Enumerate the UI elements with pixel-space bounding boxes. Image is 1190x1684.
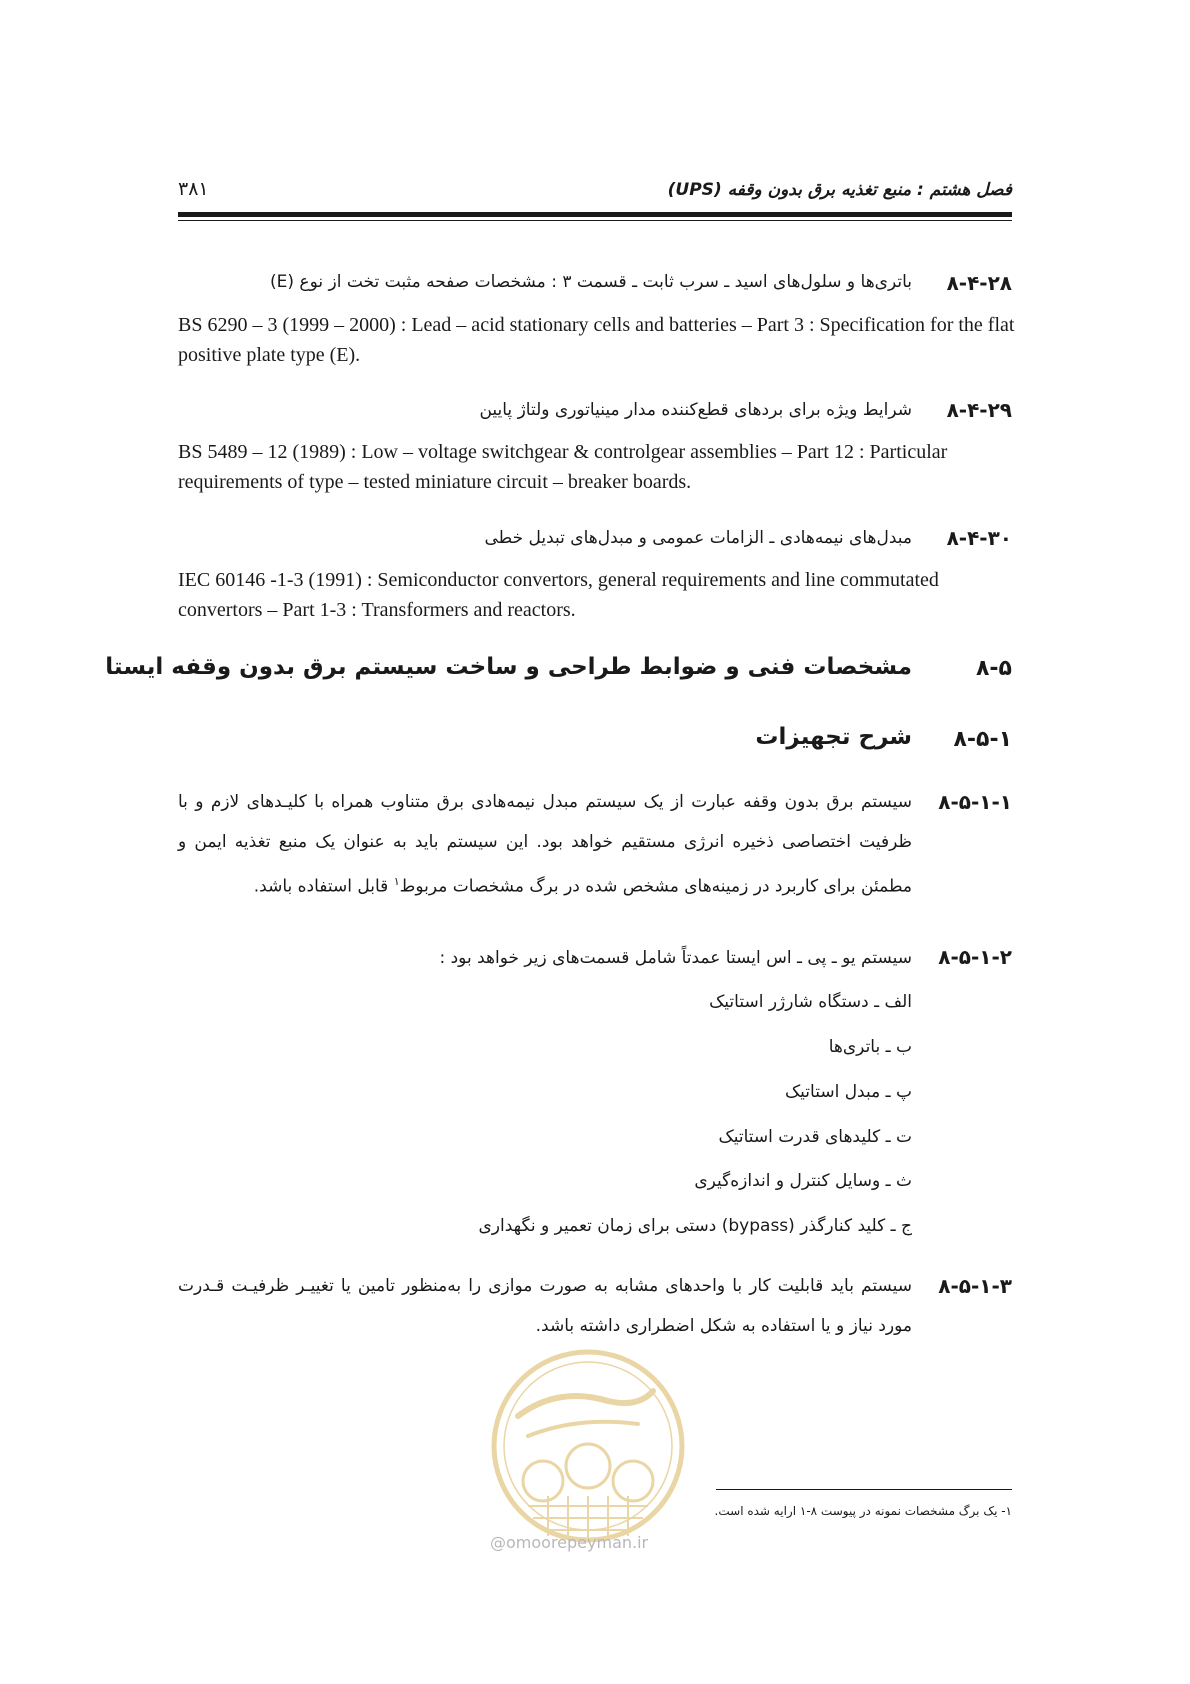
paragraph-number: ۸-۵-۱-۲	[938, 945, 1012, 969]
chapter-title: فصل هشتم : منبع تغذیه برق بدون وقفه (UPS)	[667, 180, 1012, 200]
section-number: ۸-۵	[976, 656, 1012, 681]
standard-title-fa: مبدل‌های نیمه‌هادی ـ الزامات عمومی و مبدل‌های تبدیل خطی	[484, 528, 912, 548]
footnote-text: ۱- یک برگ مشخصات نمونه در پیوست ۸-۱ ارایه شده است.	[714, 1504, 1012, 1518]
footnote-ref[interactable]: ۱	[393, 875, 400, 888]
standard-number: ۸-۴-۲۹	[946, 398, 1012, 422]
list-item: ج ـ کلید کنارگذر (bypass) دستی برای زمان تعمیر و نگهداری	[478, 1216, 912, 1236]
standard-title-fa: شرایط ویژه برای بردهای قطع‌کننده مدار مینیاتوری ولتاژ پایین	[479, 400, 912, 420]
watermark-url: @omoorepeyman.ir	[490, 1533, 649, 1552]
standard-title-en: BS 5489 – 12 (1989) : Low – voltage switchgear & controlgear assemblies – Part 12 : Particular requirements of type – tested miniature circuit – breaker boards.	[178, 441, 948, 493]
paragraph-number: ۸-۵-۱-۳	[938, 1274, 1012, 1298]
header-rule	[178, 212, 1012, 217]
standard-number: ۸-۴-۲۸	[946, 271, 1012, 295]
section-title: مشخصات فنی و ضوابط طراحی و ساخت سیستم برق بدون وقفه ایستا	[105, 654, 912, 680]
paragraph-number: ۸-۵-۱-۱	[938, 790, 1012, 814]
list-item: الف ـ دستگاه شارژر استاتیک	[709, 992, 912, 1012]
standard-title-fa: باتری‌ها و سلول‌های اسید ـ سرب ثابت ـ قسمت ۳ : مشخصات صفحه مثبت تخت از نوع (E)	[270, 272, 912, 292]
footnote-rule	[716, 1489, 1012, 1490]
subsection-number: ۸-۵-۱	[953, 727, 1012, 752]
list-item: ث ـ وسایل کنترل و اندازه‌گیری	[694, 1171, 912, 1191]
list-item: ب ـ باتری‌ها	[828, 1037, 912, 1057]
page-number: ۳۸۱	[178, 178, 209, 200]
list-item: پ ـ مبدل استاتیک	[784, 1082, 912, 1102]
standard-title-en: BS 6290 – 3 (1999 – 2000) : Lead – acid stationary cells and batteries – Part 3 : Specification for the flat positive plate type (E).	[178, 314, 1015, 366]
paragraph-text: سیستم برق بدون وقفه عبارت از یک سیستم مبدل نیمه‌هادی برق متناوب همراه با کلیـدهای لازم و با ظرفیت اختصاصی ذخیره انرژی مستقیم خواهد بود. این سیستم باید به عنوان یک منبع تغذیه ایمن و مطمئن برای کاربرد در زمینه‌های مشخص شده در برگ مشخصات مربوط	[178, 792, 912, 897]
header-rule-thin	[178, 220, 1012, 221]
paragraph-body: سیستم باید قابلیت کار با واحدهای مشابه به صورت موازی را به‌منظور تامین یا تغییـر ظرفیـت قـدرت مورد نیاز و یا استفاده به شکل اضطراری داشته باشد.	[178, 1276, 912, 1336]
standard-number: ۸-۴-۳۰	[946, 526, 1012, 550]
paragraph-text-end: قابل استفاده باشد.	[253, 876, 394, 897]
paragraph-body	[178, 782, 912, 907]
list-item: ت ـ کلیدهای قدرت استاتیک	[718, 1127, 912, 1147]
subsection-title: شرح تجهیزات	[755, 724, 912, 750]
watermark-logo	[488, 1346, 688, 1546]
standard-title-en: IEC 60146 -1-3 (1991) : Semiconductor convertors, general requirements and line commutated convertors – Part 1-3 : Transformers and reactors.	[178, 569, 939, 621]
paragraph-intro: سیستم یو ـ پی ـ اس ایستا عمدتاً شامل قسمت‌های زیر خواهد بود :	[439, 948, 912, 968]
